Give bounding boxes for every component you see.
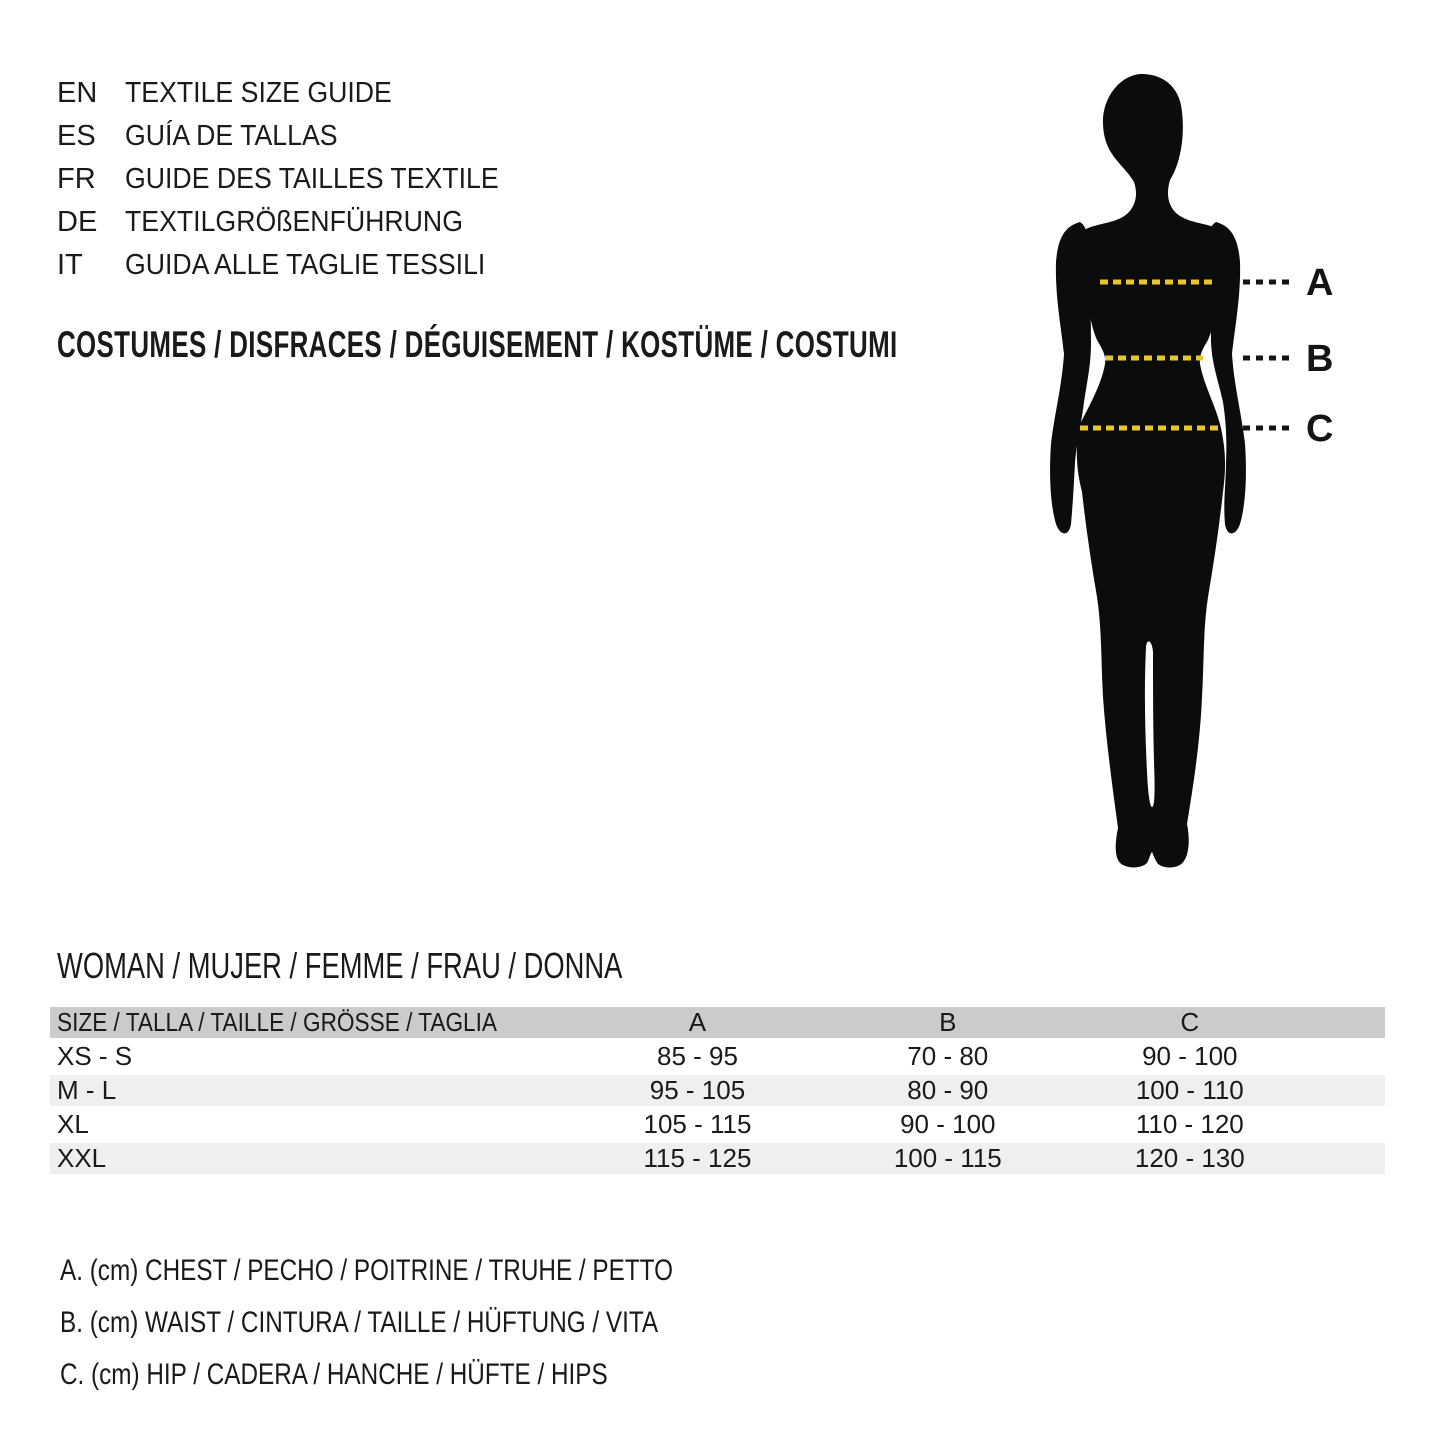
legend-row-waist: B. (cm) WAIST / CINTURA / TAILLE / HÜFTUNG / VITA bbox=[60, 1306, 659, 1339]
language-title: TEXTILGRÖßENFÜHRUNG bbox=[125, 206, 463, 238]
marker-label-waist: B bbox=[1306, 338, 1334, 380]
language-title-list bbox=[57, 72, 531, 287]
chest-cell: 95 - 105 bbox=[564, 1075, 831, 1106]
size-cell: XS - S bbox=[57, 1041, 133, 1071]
language-title: GUIDA ALLE TAGLIE TESSILI bbox=[125, 249, 486, 281]
size-table-header-a: A bbox=[564, 1007, 831, 1038]
hip-cell: 120 - 130 bbox=[1065, 1143, 1385, 1174]
legend-row-chest: A. (cm) CHEST / PECHO / POITRINE / TRUHE / PETTO bbox=[60, 1254, 673, 1287]
waist-cell: 80 - 90 bbox=[831, 1075, 1065, 1106]
size-table-header-c: C bbox=[1065, 1007, 1385, 1038]
hip-cell: 110 - 120 bbox=[1135, 1109, 1244, 1139]
woman-silhouette-figure bbox=[1030, 72, 1370, 877]
waist-cell: 90 - 100 bbox=[900, 1109, 996, 1139]
marker-label-chest: A bbox=[1306, 262, 1334, 304]
category-title: COSTUMES / DISFRACES / DÉGUISEMENT / KOSTÜME / COSTUMI bbox=[57, 324, 898, 365]
size-cell: XXL bbox=[50, 1143, 564, 1174]
chest-cell: 105 - 115 bbox=[643, 1109, 752, 1139]
hip-cell: 90 - 100 bbox=[1142, 1041, 1238, 1071]
size-table-row-xxl bbox=[50, 1143, 1385, 1174]
language-title: TEXTILE SIZE GUIDE bbox=[125, 77, 392, 109]
measurement-legend bbox=[60, 1245, 817, 1401]
language-row bbox=[57, 201, 531, 244]
size-table-header-b: B bbox=[831, 1007, 1065, 1038]
language-code: IT bbox=[57, 249, 83, 281]
language-title: GUIDE DES TAILLES TEXTILE bbox=[125, 163, 499, 195]
language-row bbox=[57, 244, 531, 287]
language-code: ES bbox=[57, 120, 96, 152]
size-table-header-row bbox=[50, 1007, 1385, 1038]
size-cell: XL bbox=[57, 1109, 89, 1139]
size-table-row-xs-s bbox=[50, 1041, 1385, 1072]
legend-row-hip: C. (cm) HIP / CADERA / HANCHE / HÜFTE / HIPS bbox=[60, 1358, 608, 1391]
language-code: DE bbox=[57, 206, 98, 238]
waist-cell: 100 - 115 bbox=[831, 1143, 1065, 1174]
marker-label-hip: C bbox=[1306, 408, 1334, 450]
language-code: FR bbox=[57, 163, 96, 195]
chest-cell: 115 - 125 bbox=[564, 1143, 831, 1174]
woman-section-title: WOMAN / MUJER / FEMME / FRAU / DONNA bbox=[57, 945, 623, 986]
hip-cell: 100 - 110 bbox=[1065, 1075, 1385, 1106]
size-table-row-xl bbox=[50, 1109, 1385, 1140]
size-table-header-size: SIZE / TALLA / TAILLE / GRÖSSE / TAGLIA bbox=[50, 1007, 564, 1038]
size-cell: M - L bbox=[50, 1075, 564, 1106]
size-table bbox=[50, 1004, 1385, 1177]
language-row bbox=[57, 158, 531, 201]
language-title: GUÍA DE TALLAS bbox=[125, 120, 338, 152]
size-table-row-m-l bbox=[50, 1075, 1385, 1106]
chest-cell: 85 - 95 bbox=[656, 1041, 738, 1071]
language-row bbox=[57, 72, 531, 115]
waist-cell: 70 - 80 bbox=[907, 1041, 989, 1071]
language-code: EN bbox=[57, 77, 98, 109]
language-row bbox=[57, 115, 531, 158]
woman-silhouette-svg bbox=[1030, 72, 1370, 877]
